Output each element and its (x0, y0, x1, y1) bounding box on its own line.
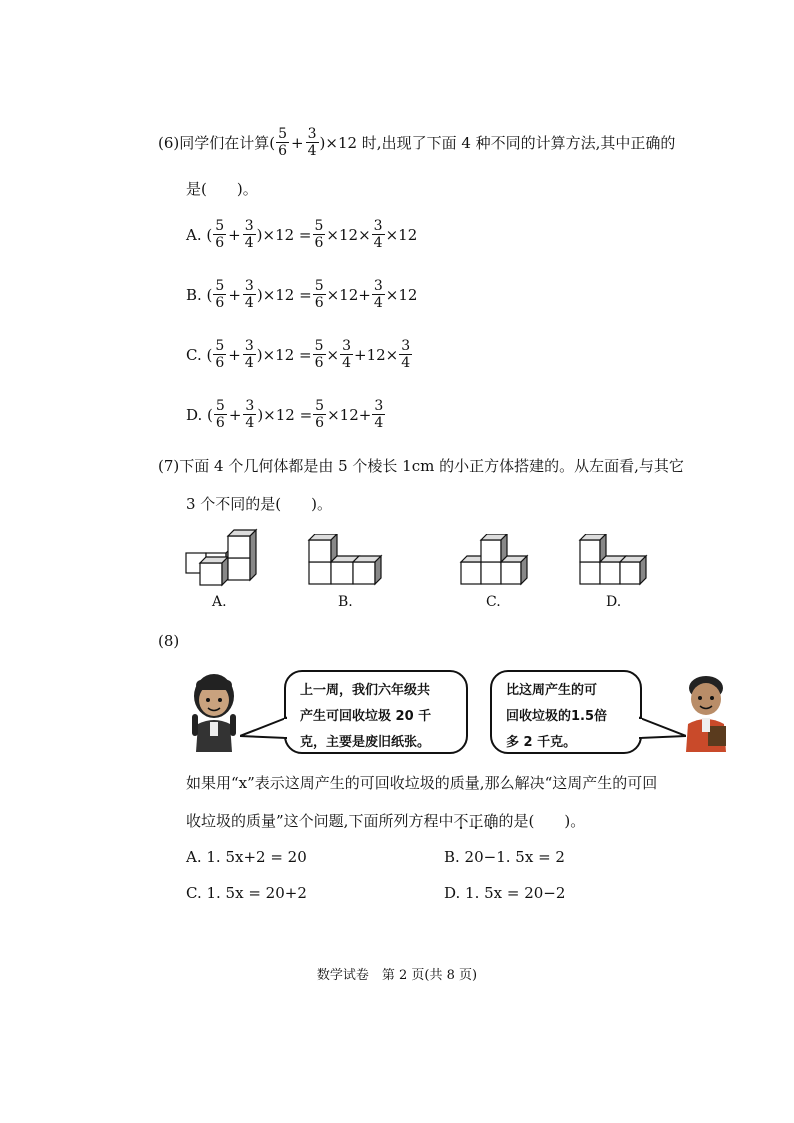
fraction: $\frac{5}{6}$ (278, 126, 288, 159)
emphasis-char: 不 • (453, 810, 468, 831)
q7-label-c: C. (486, 594, 501, 610)
q8-option-a: A. 1. 5x+2 = 20 (186, 848, 307, 866)
girl-illustration (186, 670, 242, 752)
q8-text-line2: 收垃圾的质量”这个问题,下面所列方程中 不 • 正 • 确 • 的是( )。 (186, 810, 585, 831)
q7-stem-line2: 3 个不同的是( )。 (186, 495, 333, 513)
bubble-tail-left (240, 716, 290, 746)
q7-figure-c (459, 534, 535, 586)
q7-label-d: D. (606, 594, 622, 610)
emphasis-char: 确 • (483, 810, 498, 831)
fraction: $\frac{3}{4}$ (307, 126, 317, 159)
q6-option-c: C. ( $\frac{5}{6}$ + $\frac{3}{4}$ )×12 = $\frac{5}{6}$ × $\frac{3}{4}$ +12× $\frac{3}{4}$ (186, 338, 411, 371)
emphasis-char: 正 • (468, 810, 483, 831)
q8-option-c: C. 1. 5x = 20+2 (186, 884, 307, 902)
q7-figure-b (307, 534, 391, 586)
q6-stem-line2: 是( )。 (186, 180, 258, 198)
q7-figure-a (184, 528, 264, 588)
q8-number: (8) (158, 632, 180, 650)
speech-bubble-right: 比这周产生的可 回收垃圾的1.5倍 多 2 千克。 (490, 670, 642, 754)
boy-illustration (680, 672, 732, 752)
q8-option-d: D. 1. 5x = 20−2 (444, 884, 566, 902)
q7-label-a: A. (212, 594, 227, 610)
q6-stem: (6) 同学们在计算( $\frac{5}{6}$ + $\frac{3}{4}$ )×12 时,出现了下面 4 种不同的计算方法,其中正确的 (158, 126, 676, 159)
q7-label-b: B. (338, 594, 353, 610)
q6-option-b: B. ( $\frac{5}{6}$ + $\frac{3}{4}$ )×12 = $\frac{5}{6}$ ×12+ $\frac{3}{4}$ ×12 (186, 278, 418, 311)
q8-option-b: B. 20−1. 5x = 2 (444, 848, 565, 866)
page-footer: 数学试卷 第 2 页(共 8 页) (316, 968, 478, 983)
q6-intro-b: )×12 时,出现了下面 4 种不同的计算方法,其中正确的 (319, 134, 676, 152)
q8-text-line1: 如果用“x”表示这周产生的可回收垃圾的质量,那么解决“这周产生的可回 (186, 774, 658, 792)
q6-intro-a: 同学们在计算( (179, 134, 276, 152)
speech-bubble-left: 上一周，我们六年级共 产生可回收垃圾 20 千 克，主要是废旧纸张。 (284, 670, 468, 754)
q7-figure-d (578, 534, 654, 586)
bubble-tail-right (636, 716, 686, 746)
q6-number: (6) (158, 133, 180, 152)
q6-option-d: D. ( $\frac{5}{6}$ + $\frac{3}{4}$ )×12 = $\frac{5}{6}$ ×12+ $\frac{3}{4}$ (186, 398, 384, 431)
q7-stem: (7)下面 4 个几何体都是由 5 个棱长 1cm 的小正方体搭建的。从左面看,与其它 (158, 457, 684, 475)
q6-option-a: A. ( $\frac{5}{6}$ + $\frac{3}{4}$ )×12 = $\frac{5}{6}$ ×12× $\frac{3}{4}$ ×12 (186, 218, 418, 251)
